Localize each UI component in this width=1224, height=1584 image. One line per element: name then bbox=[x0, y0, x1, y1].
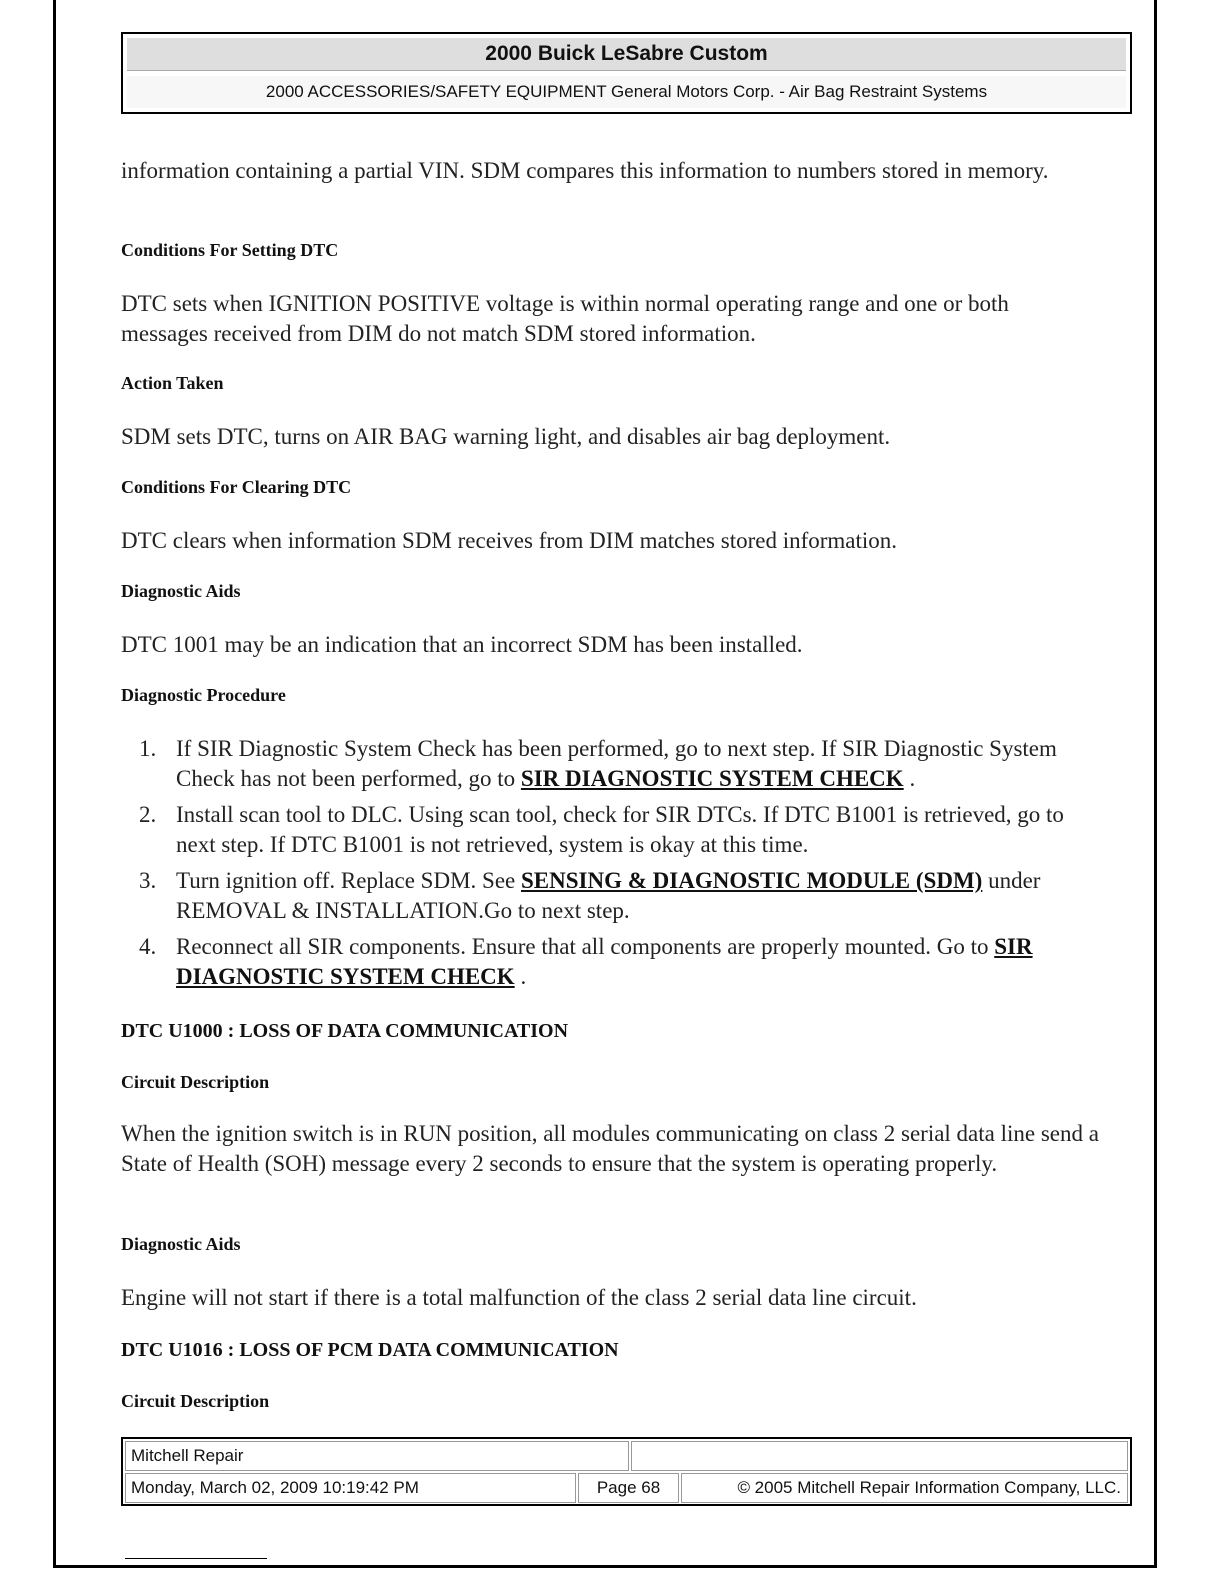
conditions-clearing-text: DTC clears when information SDM receives from DIM matches stored information. bbox=[121, 528, 898, 553]
diagnostic-aids-heading: Diagnostic Aids bbox=[121, 1234, 241, 1254]
dtc-u1016-heading: DTC U1016 : LOSS OF PCM DATA COMMUNICATION bbox=[121, 1339, 619, 1361]
vehicle-title: 2000 Buick LeSabre Custom bbox=[127, 38, 1126, 71]
sir-diagnostic-check-link[interactable]: SIR DIAGNOSTIC SYSTEM CHECK bbox=[176, 934, 1033, 989]
diagnostic-procedure-heading: Diagnostic Procedure bbox=[121, 685, 286, 705]
document-header bbox=[121, 32, 1132, 114]
dtc-u1000-heading: DTC U1000 : LOSS OF DATA COMMUNICATION bbox=[121, 1020, 569, 1042]
circuit-description-heading: Circuit Description bbox=[121, 1391, 270, 1411]
step-number: 4. bbox=[139, 934, 157, 959]
circuit-description-text: When the ignition switch is in RUN position, all modules communicating on class 2 serial data line send a State of Health (SOH) message every 2 seconds to ensure that the system is operating properly. bbox=[121, 1121, 1099, 1176]
action-taken-text: SDM sets DTC, turns on AIR BAG warning light, and disables air bag deployment. bbox=[121, 424, 891, 449]
footer-empty-cell bbox=[631, 1441, 1128, 1471]
footnote-rule bbox=[125, 1558, 267, 1559]
step-text-after: . bbox=[903, 766, 916, 791]
sdm-module-link[interactable]: SENSING & DIAGNOSTIC MODULE (SDM) bbox=[521, 868, 983, 893]
procedure-step bbox=[121, 932, 1101, 992]
diagnostic-aids-text: DTC 1001 may be an indication that an incorrect SDM has been installed. bbox=[121, 632, 803, 657]
step-text-after: . bbox=[514, 964, 527, 989]
section-subtitle: 2000 ACCESSORIES/SAFETY EQUIPMENT General Motors Corp. - Air Bag Restraint Systems bbox=[127, 76, 1126, 108]
procedure-step bbox=[121, 734, 1101, 794]
step-text: If SIR Diagnostic System Check has been performed, go to next step. If SIR Diagnostic System Check has not been performed, go to bbox=[176, 736, 1057, 791]
footer-datetime: Monday, March 02, 2009 10:19:42 PM bbox=[125, 1473, 576, 1503]
conditions-setting-heading: Conditions For Setting DTC bbox=[121, 240, 339, 260]
diagnostic-aids-text: Engine will not start if there is a total malfunction of the class 2 serial data line circuit. bbox=[121, 1285, 917, 1310]
footer-publisher: Mitchell Repair bbox=[125, 1441, 629, 1471]
procedure-step bbox=[121, 800, 1101, 860]
procedure-step bbox=[121, 866, 1101, 926]
sir-diagnostic-check-link[interactable]: SIR DIAGNOSTIC SYSTEM CHECK bbox=[520, 766, 904, 791]
step-text: Turn ignition off. Replace SDM. See bbox=[176, 868, 521, 893]
step-text: Install scan tool to DLC. Using scan tool, check for SIR DTCs. If DTC B1001 is retrieved, go to next step. If DTC B1001 is not retrieved, system is okay at this time. bbox=[176, 802, 1064, 857]
footer-copyright: © 2005 Mitchell Repair Information Company, LLC. bbox=[681, 1473, 1128, 1503]
document-footer bbox=[121, 1437, 1132, 1506]
action-taken-heading: Action Taken bbox=[121, 373, 224, 393]
conditions-setting-text: DTC sets when IGNITION POSITIVE voltage is within normal operating range and one or both messages received from DIM do not match SDM stored information. bbox=[121, 291, 1009, 346]
footer-page-number: Page 68 bbox=[578, 1473, 679, 1503]
diagnostic-aids-heading: Diagnostic Aids bbox=[121, 581, 241, 601]
step-text: Reconnect all SIR components. Ensure that all components are properly mounted. Go to bbox=[176, 934, 995, 959]
intro-paragraph: information containing a partial VIN. SDM compares this information to numbers stored in memory. bbox=[121, 158, 1049, 183]
procedure-steps bbox=[121, 734, 1101, 998]
step-number: 2. bbox=[139, 802, 157, 827]
step-number: 1. bbox=[139, 736, 157, 761]
step-number: 3. bbox=[139, 868, 157, 893]
circuit-description-heading: Circuit Description bbox=[121, 1072, 270, 1092]
step-text-after: under REMOVAL & INSTALLATION.Go to next step. bbox=[176, 868, 1041, 923]
conditions-clearing-heading: Conditions For Clearing DTC bbox=[121, 477, 352, 497]
